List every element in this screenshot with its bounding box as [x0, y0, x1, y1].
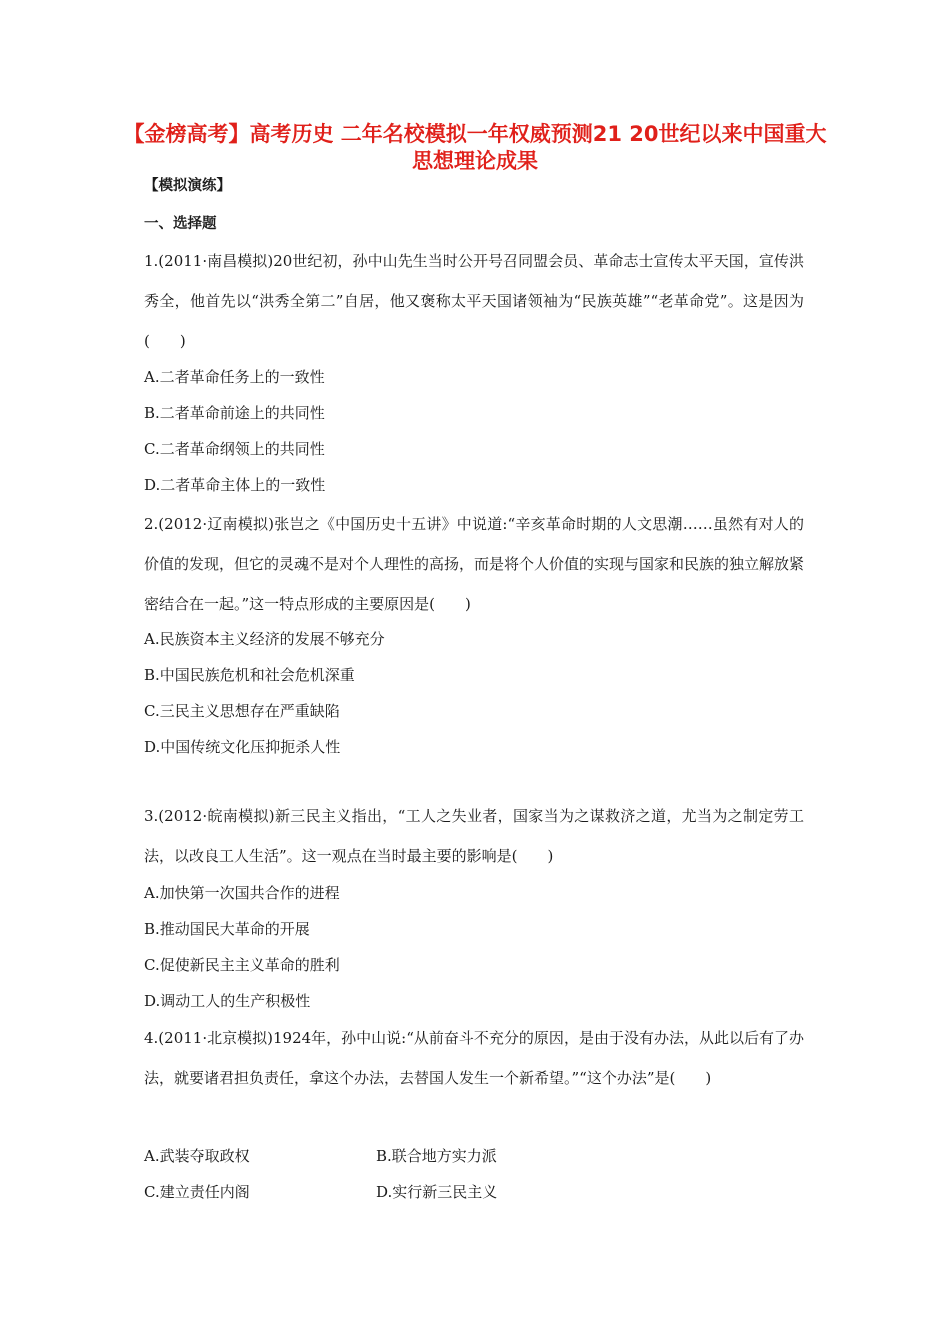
- section-heading-practice: 【模拟演练】: [144, 178, 231, 194]
- question-3-option-b: B.推动国民大革命的开展: [144, 920, 310, 938]
- question-2-option-c: C.三民主义思想存在严重缺陷: [144, 702, 340, 720]
- question-1-option-d: D.二者革命主体上的一致性: [144, 476, 326, 494]
- question-1-option-a: A.二者革命任务上的一致性: [144, 368, 325, 386]
- question-4-option-d: D.实行新三民主义: [376, 1183, 498, 1201]
- question-4-stem: 4.(2011·北京模拟)1924年，孙中山说:“从前奋斗不充分的原因，是由于没有办法，从此以后有了办法，就要诸君担负责任，拿这个办法，去替国人发生一个新希望。”“这个办法”是( ): [144, 1029, 804, 1087]
- document-title: 【金榜高考】高考历史 二年名校模拟一年权威预测21 20世纪以来中国重大思想理论成果: [123, 122, 827, 173]
- question-1-option-b: B.二者革命前途上的共同性: [144, 404, 325, 422]
- question-3-stem: 3.(2012·皖南模拟)新三民主义指出，“工人之失业者，国家当为之谋救济之道，尤当为之制定劳工法，以改良工人生活”。这一观点在当时最主要的影响是( ): [144, 807, 804, 865]
- question-4-option-c: C.建立责任内阁: [144, 1183, 250, 1201]
- section-heading-choice: 一、选择题: [144, 216, 217, 232]
- question-4-option-b: B.联合地方实力派: [376, 1147, 497, 1165]
- question-1-stem: 1.(2011·南昌模拟)20世纪初，孙中山先生当时公开号召同盟会员、革命志士宣传太平天国，宣传洪秀全，他首先以“洪秀全第二”自居，他又褒称太平天国诸领袖为“民族英雄”“老革命党”。这是因为( ): [144, 252, 804, 350]
- question-2-option-d: D.中国传统文化压抑扼杀人性: [144, 738, 341, 756]
- question-4-option-a: A.武装夺取政权: [144, 1147, 250, 1165]
- question-3-option-d: D.调动工人的生产积极性: [144, 992, 311, 1010]
- question-3-option-a: A.加快第一次国共合作的进程: [144, 884, 340, 902]
- question-3-option-c: C.促使新民主主义革命的胜利: [144, 956, 340, 974]
- question-2-option-a: A.民族资本主义经济的发展不够充分: [144, 630, 385, 648]
- question-2-stem: 2.(2012·辽南模拟)张岂之《中国历史十五讲》中说道:“辛亥革命时期的人文思潮……虽然有对人的价值的发现，但它的灵魂不是对个人理性的高扬，而是将个人价值的实现与国家和民族的独立解放紧密结合在一起。”这一特点形成的主要原因是( ): [144, 515, 805, 613]
- question-2-option-b: B.中国民族危机和社会危机深重: [144, 666, 355, 684]
- question-1-option-c: C.二者革命纲领上的共同性: [144, 440, 325, 458]
